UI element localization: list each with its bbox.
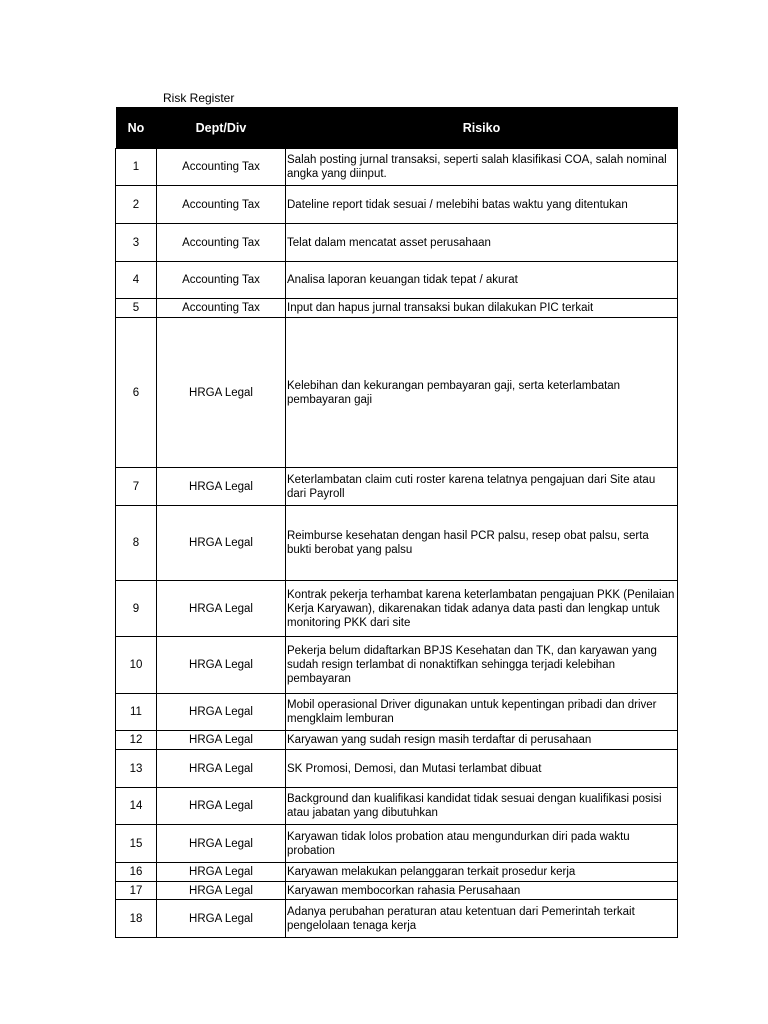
row-risk: Adanya perubahan peraturan atau ketentuan dari Pemerintah terkait pengelolaan tenaga kerja bbox=[286, 900, 678, 938]
row-dept: HRGA Legal bbox=[157, 882, 286, 900]
table-row bbox=[116, 468, 678, 506]
row-risk: Karyawan melakukan pelanggaran terkait prosedur kerja bbox=[286, 863, 678, 882]
table-row bbox=[116, 506, 678, 581]
row-risk: Salah posting jurnal transaksi, seperti salah klasifikasi COA, salah nominal angka yang diinput. bbox=[286, 149, 678, 186]
table-row bbox=[116, 788, 678, 825]
row-risk: Background dan kualifikasi kandidat tidak sesuai dengan kualifikasi posisi atau jabatan yang dibutuhkan bbox=[286, 788, 678, 825]
row-dept: HRGA Legal bbox=[157, 863, 286, 882]
row-dept: HRGA Legal bbox=[157, 731, 286, 750]
row-no: 5 bbox=[116, 299, 157, 318]
row-risk: Input dan hapus jurnal transaksi bukan dilakukan PIC terkait bbox=[286, 299, 678, 318]
row-risk: Karyawan membocorkan rahasia Perusahaan bbox=[286, 882, 678, 900]
table-row bbox=[116, 262, 678, 299]
row-dept: Accounting Tax bbox=[157, 262, 286, 299]
row-no: 9 bbox=[116, 581, 157, 637]
row-no: 1 bbox=[116, 149, 157, 186]
row-risk: SK Promosi, Demosi, dan Mutasi terlambat dibuat bbox=[286, 750, 678, 788]
header-dept: Dept/Div bbox=[157, 107, 286, 149]
table-row bbox=[116, 637, 678, 694]
row-dept: HRGA Legal bbox=[157, 637, 286, 694]
table-row bbox=[116, 186, 678, 224]
row-dept: HRGA Legal bbox=[157, 694, 286, 731]
row-dept: Accounting Tax bbox=[157, 186, 286, 224]
row-risk: Kelebihan dan kekurangan pembayaran gaji, serta keterlambatan pembayaran gaji bbox=[286, 318, 678, 468]
row-no: 3 bbox=[116, 224, 157, 262]
row-risk: Karyawan yang sudah resign masih terdaftar di perusahaan bbox=[286, 731, 678, 750]
row-dept: HRGA Legal bbox=[157, 900, 286, 938]
table-row bbox=[116, 863, 678, 882]
row-dept: Accounting Tax bbox=[157, 149, 286, 186]
row-no: 13 bbox=[116, 750, 157, 788]
row-risk: Reimburse kesehatan dengan hasil PCR palsu, resep obat palsu, serta bukti berobat yang palsu bbox=[286, 506, 678, 581]
row-risk: Dateline report tidak sesuai / melebihi batas waktu yang ditentukan bbox=[286, 186, 678, 224]
row-risk: Karyawan tidak lolos probation atau mengundurkan diri pada waktu probation bbox=[286, 825, 678, 863]
row-no: 18 bbox=[116, 900, 157, 938]
table-row bbox=[116, 581, 678, 637]
row-no: 10 bbox=[116, 637, 157, 694]
table-row bbox=[116, 900, 678, 938]
header-no: No bbox=[116, 107, 157, 149]
table-header-row bbox=[116, 107, 678, 149]
row-no: 17 bbox=[116, 882, 157, 900]
row-dept: HRGA Legal bbox=[157, 825, 286, 863]
header-risk: Risiko bbox=[286, 107, 678, 149]
table-row bbox=[116, 299, 678, 318]
row-no: 4 bbox=[116, 262, 157, 299]
row-risk: Telat dalam mencatat asset perusahaan bbox=[286, 224, 678, 262]
table-row bbox=[116, 149, 678, 186]
row-no: 11 bbox=[116, 694, 157, 731]
row-dept: Accounting Tax bbox=[157, 224, 286, 262]
table-row bbox=[116, 318, 678, 468]
table-row bbox=[116, 694, 678, 731]
row-dept: HRGA Legal bbox=[157, 581, 286, 637]
row-no: 8 bbox=[116, 506, 157, 581]
row-risk: Analisa laporan keuangan tidak tepat / akurat bbox=[286, 262, 678, 299]
row-dept: HRGA Legal bbox=[157, 318, 286, 468]
row-no: 7 bbox=[116, 468, 157, 506]
table-row bbox=[116, 882, 678, 900]
table-row bbox=[116, 825, 678, 863]
table-row bbox=[116, 731, 678, 750]
row-no: 15 bbox=[116, 825, 157, 863]
table-row bbox=[116, 224, 678, 262]
risk-register-table bbox=[115, 107, 678, 938]
row-dept: Accounting Tax bbox=[157, 299, 286, 318]
row-risk: Pekerja belum didaftarkan BPJS Kesehatan dan TK, dan karyawan yang sudah resign terlambat di nonaktifkan sehingga terjadi kelebihan pembayaran bbox=[286, 637, 678, 694]
row-no: 14 bbox=[116, 788, 157, 825]
row-dept: HRGA Legal bbox=[157, 788, 286, 825]
row-dept: HRGA Legal bbox=[157, 750, 286, 788]
row-dept: HRGA Legal bbox=[157, 506, 286, 581]
row-no: 16 bbox=[116, 863, 157, 882]
row-no: 12 bbox=[116, 731, 157, 750]
row-risk: Mobil operasional Driver digunakan untuk kepentingan pribadi dan driver mengklaim lemburan bbox=[286, 694, 678, 731]
row-no: 6 bbox=[116, 318, 157, 468]
row-dept: HRGA Legal bbox=[157, 468, 286, 506]
row-no: 2 bbox=[116, 186, 157, 224]
table-row bbox=[116, 750, 678, 788]
page-title: Risk Register bbox=[163, 91, 235, 105]
row-risk: Keterlambatan claim cuti roster karena telatnya pengajuan dari Site atau dari Payroll bbox=[286, 468, 678, 506]
row-risk: Kontrak pekerja terhambat karena keterlambatan pengajuan PKK (Penilaian Kerja Karyawan), dikarenakan tidak adanya data pasti dan lengkap untuk monitoring PKK dari site bbox=[286, 581, 678, 637]
